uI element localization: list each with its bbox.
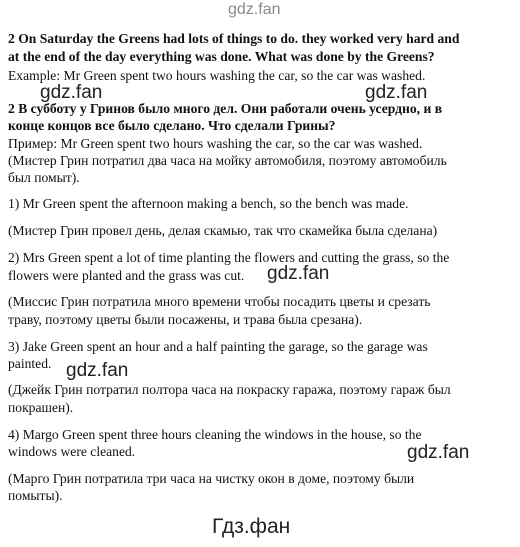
watermark-bottom: Гдз.фан (212, 515, 291, 538)
answer-4-en-line-1: 4) Margo Green spent three hours cleaning the windows in the house, so the (8, 427, 422, 442)
task-en-title-line-1: 2 On Saturday the Greens had lots of things to do. they worked very hard and (8, 31, 460, 46)
answer-2-en-line-1: 2) Mrs Green spent a lot of time planting the flowers and cutting the grass, so the (8, 250, 450, 265)
task-ru-title-line-2: конце концов все было сделано. Что сделали Грины? (8, 118, 336, 133)
answer-3-en-line-2: painted. (8, 356, 52, 371)
watermark-center: gdz.fan (267, 263, 330, 284)
task-ru-example-line-3: был помыт). (8, 170, 80, 185)
watermark-right-upper: gdz.fan (365, 82, 428, 103)
answer-4-ru-line-1: (Марго Грин потратила три часа на чистку окон в доме, поэтому были (8, 471, 415, 486)
task-en-example: Example: Mr Green spent two hours washing the car, so the car was washed. (8, 68, 426, 83)
watermark-left-upper: gdz.fan (40, 82, 103, 103)
answer-3-ru-line-2: покрашен). (8, 400, 74, 415)
task-ru-example-line-1: Пример: Mr Green spent two hours washing the car, so the car was washed. (8, 136, 423, 151)
answer-1-en-line-1: 1) Mr Green spent the afternoon making a bench, so the bench was made. (8, 196, 409, 211)
task-ru-example-line-2: (Мистер Грин потратил два часа на мойку автомобиля, поэтому автомобиль (8, 153, 447, 168)
task-ru-title-line-1: 2 В субботу у Гринов было много дел. Они работали очень усердно, и в (8, 101, 443, 116)
answer-3-ru-line-1: (Джейк Грин потратил полтора часа на покраску гаража, поэтому гараж был (8, 382, 451, 397)
answer-2-en-line-2: flowers were planted and the grass was cut. (8, 268, 245, 283)
answer-4-en-line-2: windows were cleaned. (8, 444, 136, 459)
watermark-left-lower: gdz.fan (66, 360, 129, 381)
answer-4-ru-line-2: помыты). (8, 488, 63, 503)
watermark-top: gdz.fan (228, 1, 281, 18)
watermark-right-lower: gdz.fan (407, 442, 470, 463)
answer-2-ru-line-2: траву, поэтому цветы были посажены, и трава была срезана). (8, 312, 363, 327)
answer-1-ru-line-1: (Мистер Грин провел день, делая скамью, так что скамейка была сделана) (8, 223, 438, 238)
answer-2-ru-line-1: (Миссис Грин потратила много времени чтобы посадить цветы и срезать (8, 294, 431, 309)
answer-3-en-line-1: 3) Jake Green spent an hour and a half painting the garage, so the garage was (8, 339, 428, 354)
task-en-title-line-2: at the end of the day everything was done. What was done by the Greens? (8, 49, 435, 64)
